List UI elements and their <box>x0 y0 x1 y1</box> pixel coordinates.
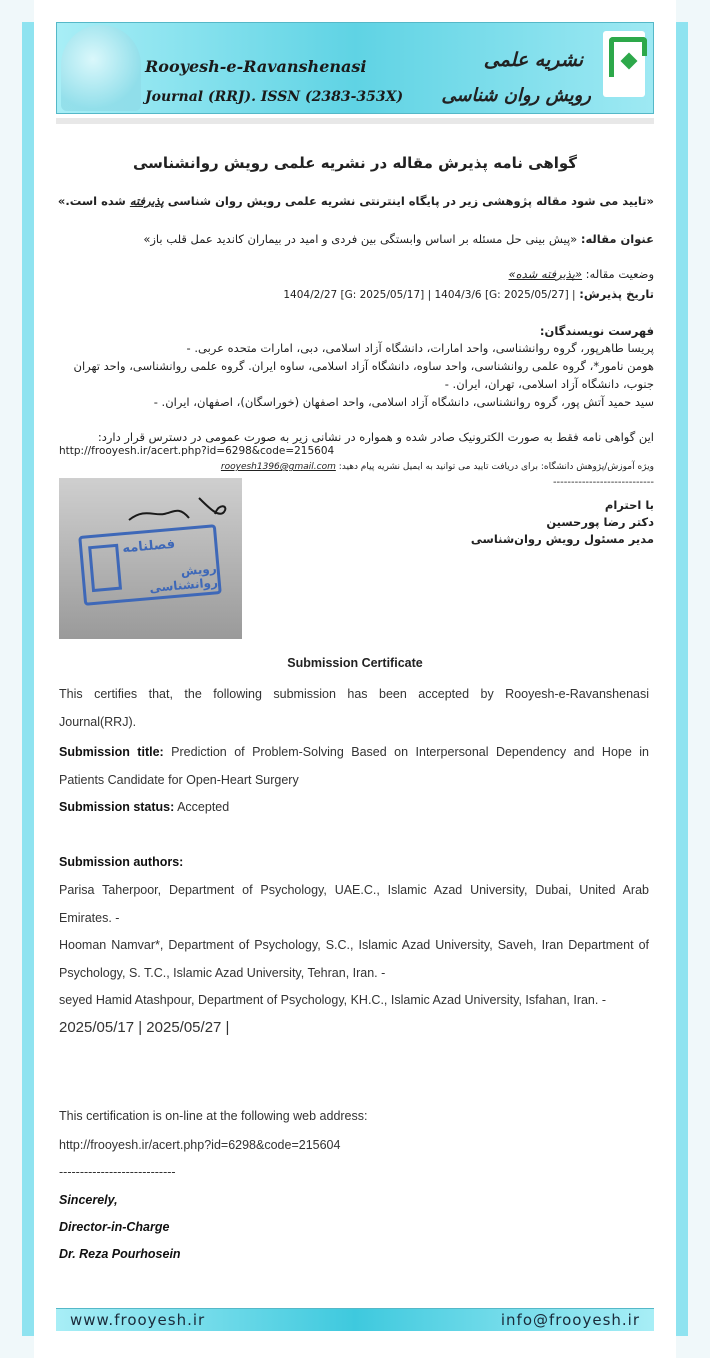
en-signer-name: Dr. Reza Pourhosein <box>59 1247 181 1261</box>
en-online-text: This certification is on-line at the following web address: <box>59 1109 368 1123</box>
en-sincerely: Sincerely, <box>59 1193 118 1207</box>
brain-head-graphic <box>61 25 141 111</box>
fa-authors-label: فهرست نویسندگان: <box>539 324 654 338</box>
en-author-1: Parisa Taherpoor, Department of Psychology, UAE.C., Islamic Azad University, Dubai, United Arab Emirates. - <box>59 883 649 925</box>
fa-author-1: پریسا طاهرپور، گروه روانشناسی، واحد امارات، دانشگاه آزاد اسلامی، دبی، امارات متحده عربی. - <box>186 341 654 355</box>
en-author-2: Hooman Namvar*, Department of Psychology, S.C., Islamic Azad University, Saveh, Iran Department of Psychology, S. T.C., Islamic Azad University, Tehran, Iran. - <box>59 938 649 980</box>
en-cert-link[interactable]: http://frooyesh.ir/acert.php?id=6298&code=215604 <box>59 1138 341 1152</box>
footer-email-link[interactable]: info@frooyesh.ir <box>500 1311 640 1329</box>
fa-univ-note: ویژه آموزش/پژوهش دانشگاه: برای دریافت تایید می توانید به ایمیل نشریه پیام دهید: rooyesh1396@gmail.com <box>220 462 654 472</box>
en-authors-label: Submission authors: <box>59 855 184 869</box>
fa-accept-date: تاریخ پذیرش: 1404/2/27 [G: 2025/05/17] | 1404/3/6 [G: 2025/05/27] | <box>283 287 654 301</box>
en-certificate-title: Submission Certificate <box>287 656 423 670</box>
banner-title-fa-2: رویش روان شناسی <box>441 85 591 106</box>
fa-author-3: سید حمید آتش پور، گروه روانشناسی، دانشگاه آزاد اسلامی، واحد اصفهان (خوراسگان)، اصفهان، ایران. - <box>153 395 654 409</box>
journal-stamp <box>78 524 222 606</box>
banner-issn: Journal (RRJ). ISSN (2383-353X) <box>145 89 404 105</box>
stamp-text-2: رویش روانشناسی <box>148 561 219 596</box>
journal-logo-icon <box>603 31 645 97</box>
fa-article-title: عنوان مقاله: «پیش بینی حل مسئله بر اساس وابستگی بین فردی و امید در بیماران کاندید عمل قلب باز» <box>143 232 654 246</box>
banner-divider <box>56 118 654 124</box>
banner-title-fa-1: نشریه علمی <box>483 49 583 71</box>
en-dates: 2025/05/17 | 2025/05/27 | <box>59 1019 230 1036</box>
fa-online-text: این گواهی نامه فقط به صورت الکترونیک صادر شده و همواره در نشانی زیر به صورت عمومی در دسترس قرار دارد: <box>97 430 654 444</box>
footer-website-link[interactable]: www.frooyesh.ir <box>70 1311 206 1329</box>
fa-signer-role: مدیر مسئول رویش روان‌شناسی <box>470 532 654 546</box>
fa-dashes: ---------------------------- <box>552 477 654 488</box>
fa-regards: با احترام <box>604 498 654 512</box>
stamp-logo-icon <box>88 544 122 592</box>
banner-title-en: Rooyesh-e-Ravanshenasi <box>145 57 367 76</box>
en-submission-title: Submission title: Prediction of Problem-Solving Based on Interpersonal Dependency and Hope in Patients Candidate for Open-Heart Surgery <box>59 745 649 787</box>
fa-status: وضعیت مقاله: «پذیرفته شده» <box>508 267 654 281</box>
en-submission-status: Submission status: Accepted <box>59 800 230 814</box>
fa-signer-name: دکتر رضا پورحسین <box>546 515 654 529</box>
fa-author-2: هومن نامور*، گروه علمی روانشناسی، واحد ساوه، دانشگاه آزاد اسلامی، ساوه ایران. گروه علمی روانشناسی، واحد تهران جنوب، دانشگاه آزاد اسلامی، تهران، ایران. - <box>73 359 654 391</box>
left-border-strip <box>22 22 34 1336</box>
en-dashes: ---------------------------- <box>59 1165 176 1179</box>
right-border-strip <box>676 22 688 1336</box>
page-footer <box>56 1308 654 1331</box>
en-certify-text: This certifies that, the following submission has been accepted by Rooyesh-e-Ravanshenasi Journal(RRJ). <box>59 687 649 729</box>
en-author-3: seyed Hamid Atashpour, Department of Psychology, KH.C., Islamic Azad University, Isfahan, Iran. - <box>59 993 606 1007</box>
fa-certificate-title: گواهی نامه پذیرش مقاله در نشریه علمی رویش روانشناسی <box>132 154 578 172</box>
fa-cert-link[interactable]: http://frooyesh.ir/acert.php?id=6298&code=215604 <box>59 445 335 457</box>
journal-banner <box>56 22 654 114</box>
journal-email-link[interactable]: rooyesh1396@gmail.com <box>220 462 336 472</box>
stamp-text-1: فصلنامه <box>121 536 176 557</box>
certificate-page <box>34 0 676 1358</box>
signature-stamp-image <box>59 478 242 639</box>
fa-confirm-line: «تایید می شود مقاله پژوهشی زیر در پایگاه اینترنتی نشریه علمی رویش روان شناسی پذیرفته شده است.» <box>57 194 654 208</box>
en-signer-role: Director-in-Charge <box>59 1220 170 1234</box>
